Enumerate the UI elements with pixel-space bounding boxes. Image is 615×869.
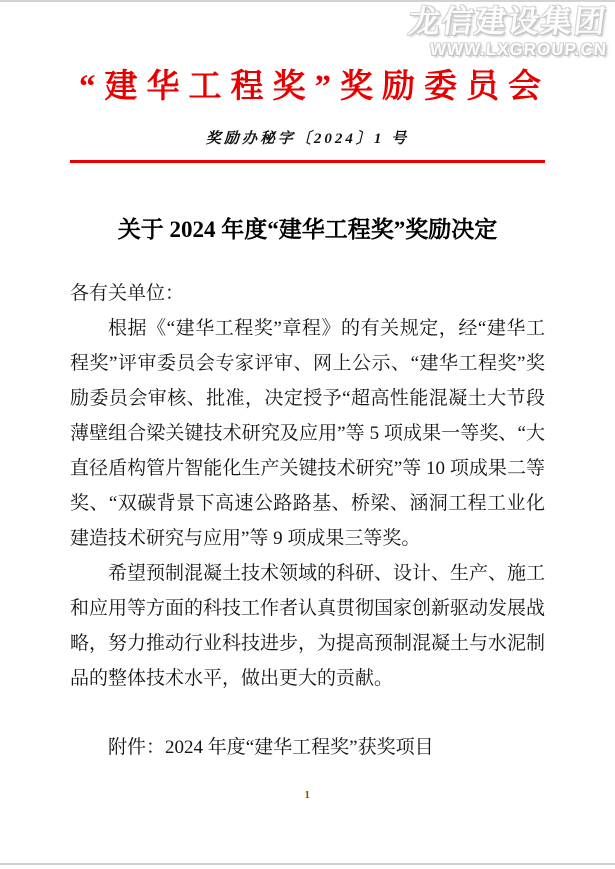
page-number: 1 — [304, 789, 311, 801]
company-website-url: WWW.LXGROUP.CN — [429, 39, 608, 59]
body-paragraph: 根据《“建华工程奖”章程》的有关规定，经“建华工程奖”评审委员会专家评审、网上公示、“建华工程奖”奖励委员会审核、批准，决定授予“超高性能混凝土大节段薄壁组合梁关键技术研究及应用”等 5 项成果一等奖、“大直径盾构管片智能化生产关键技术研究”等 10 项成果二等奖、“双碳背景下高速公路路基、桥梁、涵洞工程工业化建造技术研究与应用”等 9 项成果三等奖。 — [70, 318, 545, 549]
attachment-line: 附件：2024 年度“建华工程奖”获奖项目 — [108, 737, 434, 758]
document-reference-number: 奖励办秘字〔2024〕1 号 — [205, 131, 410, 147]
company-watermark — [406, 4, 610, 59]
page-top-edge — [0, 0, 615, 2]
document-title: 关于 2024 年度“建华工程奖”奖励决定 — [117, 217, 498, 242]
committee-name-heading: “建华工程奖”奖励委员会 — [79, 69, 550, 105]
document-body — [70, 276, 545, 765]
page-bottom-edge — [0, 863, 615, 865]
company-logo-text: 龙信建设集团 — [406, 4, 610, 39]
body-paragraph: 希望预制混凝土技术领域的科研、设计、生产、施工和应用等方面的科技工作者认真贯彻国家创新驱动发展战略，努力推动行业科技进步，为提高预制混凝土与水泥制品的整体技术水平，做出更大的贡献。 — [70, 563, 546, 689]
red-divider-rule — [70, 160, 545, 163]
salutation-line: 各有关单位： — [70, 283, 185, 304]
